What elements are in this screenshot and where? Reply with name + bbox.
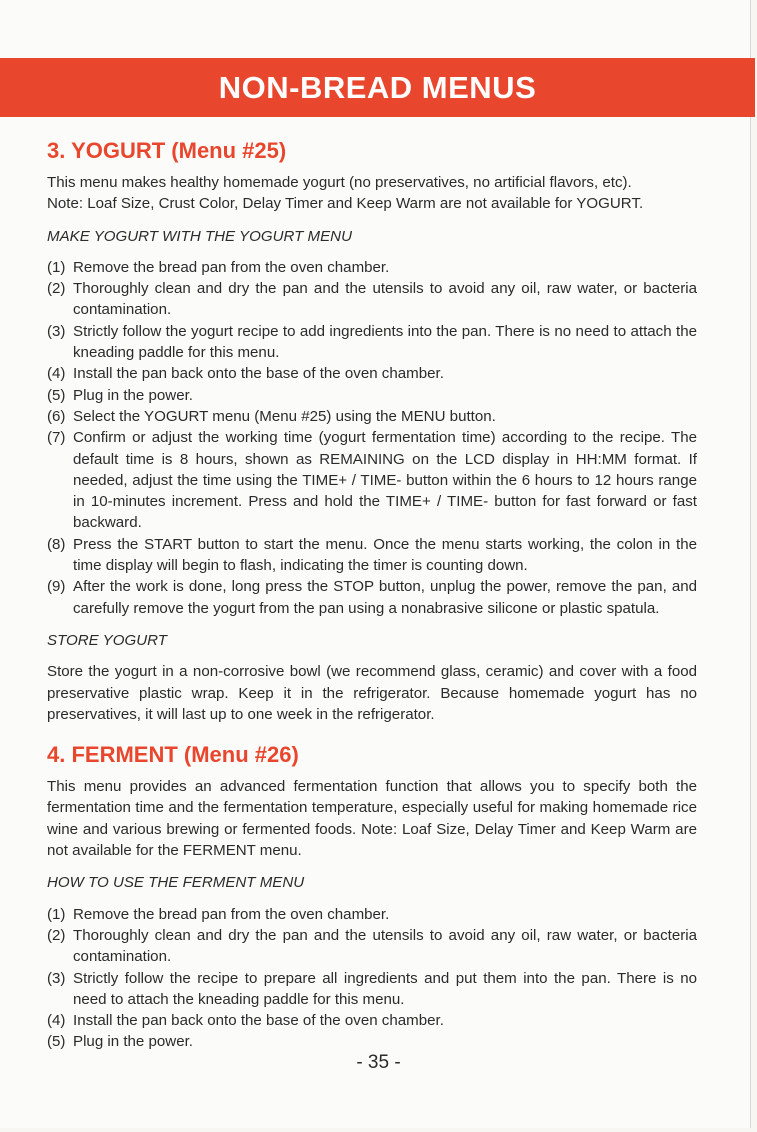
page-content — [47, 136, 697, 1053]
list-item — [47, 385, 697, 406]
step-text: Strictly follow the yogurt recipe to add ingredients into the pan. There is no need to attach the kneading paddle for this menu. — [73, 322, 697, 362]
step-text: Select the YOGURT menu (Menu #25) using the MENU button. — [73, 407, 496, 425]
step-number: (7) — [47, 429, 66, 447]
step-text: Remove the bread pan from the oven chamber. — [73, 258, 390, 276]
list-item — [47, 406, 697, 427]
store-yogurt-text: Store the yogurt in a non-corrosive bowl (we recommend glass, ceramic) and cover with a food preservative plastic wrap. Keep it in the refrigerator. Because homemade yogurt has no preservatives, it will last up to one week in the refrigerator. — [47, 663, 697, 723]
howto-ferment-heading: HOW TO USE THE FERMENT MENU — [47, 874, 305, 892]
list-item — [47, 904, 697, 925]
ferment-steps — [47, 904, 697, 1053]
step-text: Install the pan back onto the base of the oven chamber. — [73, 365, 444, 383]
yogurt-note: Note: Loaf Size, Crust Color, Delay Timer and Keep Warm are not available for YOGURT. — [47, 195, 644, 213]
store-yogurt-heading: STORE YOGURT — [47, 631, 167, 649]
list-item — [47, 925, 697, 968]
step-text: Plug in the power. — [73, 386, 193, 404]
list-item — [47, 576, 697, 619]
step-text: Confirm or adjust the working time (yogurt fermentation time) according to the recipe. The default time is 8 hours, shown as REMAINING on the LCD display in HH:MM format. If needed, adjust the time using the TIME+ / TIME- button within the 6 hours to 12 hours range in 10-minutes increment. Press and hold the TIME+ / TIME- button for fast forward or fast backward. — [73, 429, 697, 532]
yogurt-heading: 3. YOGURT (Menu #25) — [47, 138, 287, 163]
list-item — [47, 363, 697, 384]
section-banner — [0, 58, 755, 117]
yogurt-steps — [47, 257, 697, 619]
step-text: Plug in the power. — [73, 1033, 193, 1051]
ferment-intro: This menu provides an advanced fermentation function that allows you to specify both the fermentation time and the fermentation temperature, especially useful for making homemade rice wine and various brewing or fermented foods. Note: Loaf Size, Delay Timer and Keep Warm are not available for the FERMENT menu. — [47, 778, 697, 860]
banner-title: NON-BREAD MENUS — [218, 69, 537, 105]
step-number: (3) — [47, 969, 66, 987]
step-text: Remove the bread pan from the oven chamber. — [73, 905, 390, 923]
list-item — [47, 1031, 697, 1052]
step-text: Press the START button to start the menu. Once the menu starts working, the colon in the time display will begin to flash, indicating the timer is counting down. — [73, 535, 697, 575]
step-text: Install the pan back onto the base of the oven chamber. — [73, 1012, 444, 1030]
step-number: (6) — [47, 407, 66, 425]
step-number: (2) — [47, 280, 66, 298]
list-item — [47, 278, 697, 321]
step-number: (4) — [47, 1012, 66, 1030]
list-item — [47, 968, 697, 1011]
step-text: Thoroughly clean and dry the pan and the utensils to avoid any oil, raw water, or bacteria contamination. — [73, 926, 697, 966]
step-number: (1) — [47, 905, 66, 923]
step-number: (3) — [47, 322, 66, 340]
step-text: After the work is done, long press the STOP button, unplug the power, remove the pan, and carefully remove the yogurt from the pan using a nonabrasive silicone or plastic spatula. — [73, 578, 697, 617]
list-item — [47, 1010, 697, 1031]
list-item — [47, 321, 697, 364]
list-item — [47, 257, 697, 278]
step-number: (9) — [47, 578, 66, 596]
step-text: Thoroughly clean and dry the pan and the utensils to avoid any oil, raw water, or bacteria contamination. — [73, 280, 697, 319]
step-number: (5) — [47, 1033, 66, 1051]
step-number: (1) — [47, 258, 66, 276]
ferment-heading: 4. FERMENT (Menu #26) — [47, 742, 299, 768]
make-yogurt-heading: MAKE YOGURT WITH THE YOGURT MENU — [47, 227, 352, 245]
step-text: Strictly follow the recipe to prepare all ingredients and put them into the pan. There is no need to attach the kneading paddle for this menu. — [73, 969, 697, 1008]
yogurt-intro: This menu makes healthy homemade yogurt (no preservatives, no artificial flavors, etc). — [47, 174, 632, 191]
step-number: (4) — [47, 365, 66, 383]
step-number: (5) — [47, 386, 66, 404]
list-item — [47, 534, 697, 577]
step-number: (8) — [47, 535, 66, 553]
step-number: (2) — [47, 926, 66, 944]
list-item — [47, 427, 697, 533]
page-number: - 35 - — [356, 1052, 401, 1073]
